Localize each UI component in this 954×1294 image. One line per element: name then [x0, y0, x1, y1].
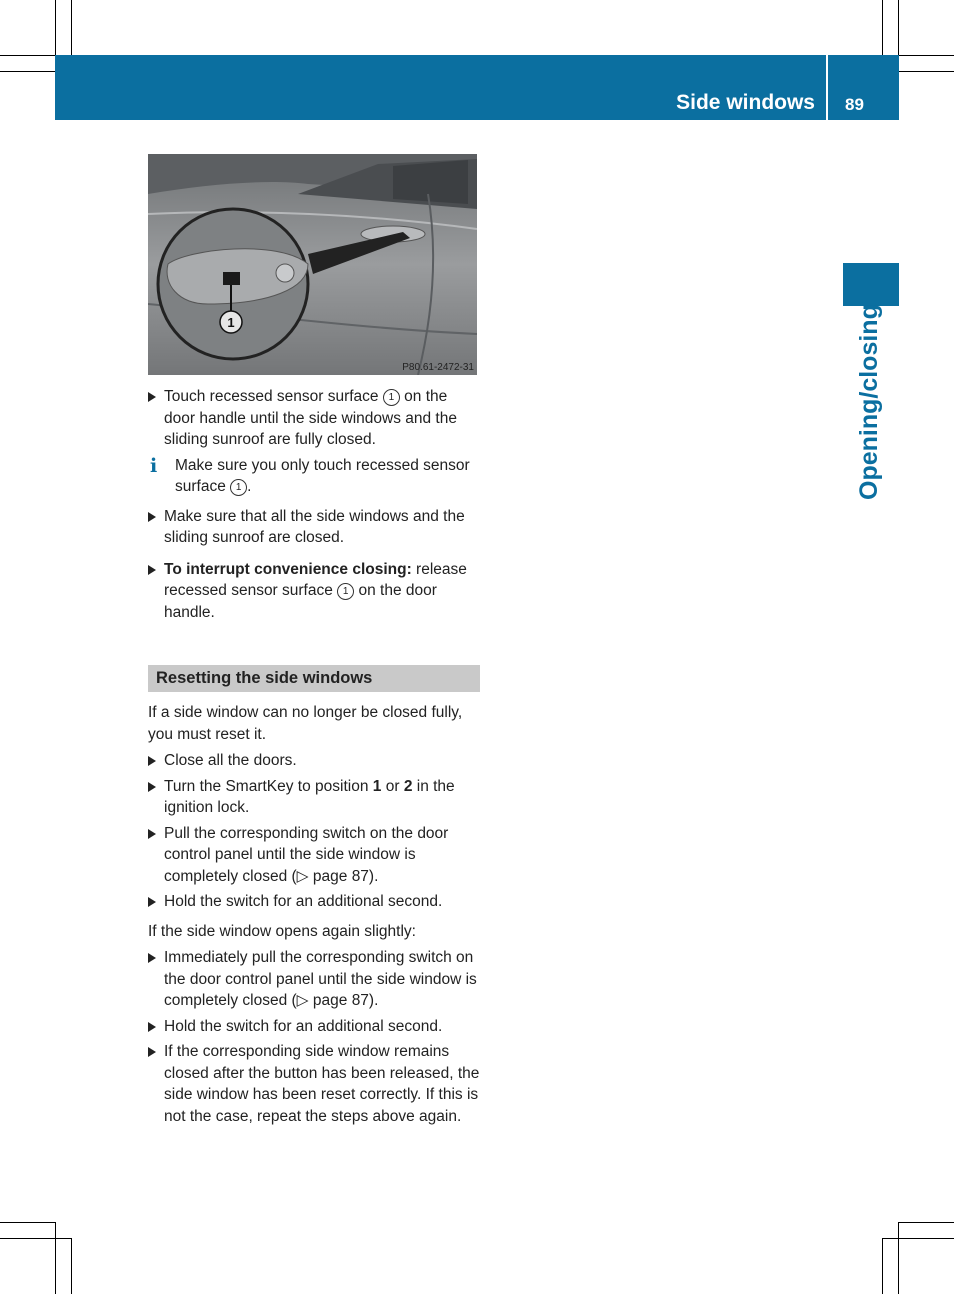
crop-mark	[0, 55, 56, 56]
crop-mark	[898, 55, 954, 56]
step-interrupt: To interrupt convenience closing: release recessed sensor surface 1 on the door handle.	[148, 559, 480, 624]
condition-text: If the side window opens again slightly:	[148, 922, 416, 940]
crop-mark	[898, 1222, 954, 1223]
page-header	[55, 55, 899, 120]
section-title: Side windows	[676, 91, 815, 114]
step-hold-switch: Hold the switch for an additional second.	[148, 891, 480, 913]
bullet-triangle-icon	[148, 1047, 156, 1057]
crop-mark	[0, 1222, 56, 1223]
bullet-triangle-icon	[148, 756, 156, 766]
car-door-image	[148, 154, 477, 375]
door-handle-illustration	[148, 154, 477, 375]
chapter-label: Opening/closing	[855, 304, 883, 500]
crop-mark	[882, 0, 883, 56]
step-hold-again: Hold the switch for an additional second.	[148, 1016, 480, 1038]
crop-mark	[55, 1223, 56, 1294]
page-ref-link[interactable]: page 87).	[308, 992, 379, 1009]
info-icon: i	[150, 454, 158, 477]
step-touch-sensor: Touch recessed sensor surface 1 on the door handle until the side windows and the sliding sunroof are fully closed.	[148, 386, 480, 451]
crop-mark	[882, 1239, 883, 1294]
step-pull-again: Immediately pull the corresponding switch on the door control panel until the side window is completely closed (▷ page 87).	[148, 947, 480, 1012]
reference-number-icon: 1	[337, 583, 354, 600]
page-number: 89	[845, 95, 864, 114]
step-close-doors: Close all the doors.	[148, 750, 480, 772]
chapter-tab	[843, 263, 899, 306]
section-intro: If a side window can no longer be closed fully, you must reset it.	[148, 704, 463, 743]
step-smartkey: Turn the SmartKey to position 1 or 2 in the ignition lock.	[148, 776, 480, 819]
page-ref-link[interactable]: page 87).	[308, 867, 379, 885]
crop-mark	[55, 0, 56, 56]
bullet-triangle-icon	[148, 897, 156, 907]
crop-mark	[0, 71, 56, 72]
crop-mark	[898, 71, 954, 72]
bullet-triangle-icon	[148, 782, 156, 792]
section-heading: Resetting the side windows	[148, 665, 480, 692]
step-verify-reset: If the corresponding side window remains closed after the button has been released, the side window has been reset correctly. If this is not the case, repeat the steps above again.	[148, 1041, 480, 1127]
crop-mark	[882, 1238, 954, 1239]
crop-mark	[898, 0, 899, 56]
bullet-triangle-icon	[148, 829, 156, 839]
crop-mark	[71, 1239, 72, 1294]
crop-mark	[898, 1223, 899, 1294]
reference-number-icon: 1	[230, 479, 247, 496]
step-check-closed: Make sure that all the side windows and the sliding sunroof are closed.	[148, 506, 480, 549]
content-column	[148, 386, 480, 1131]
bullet-triangle-icon	[148, 953, 156, 963]
step-pull-switch: Pull the corresponding switch on the door control panel until the side window is completely closed (▷ page 87).	[148, 823, 480, 888]
bullet-triangle-icon	[148, 565, 156, 575]
page-ref-arrow-icon: ▷	[296, 992, 309, 1009]
info-note: i Make sure you only touch recessed sensor surface 1 .	[150, 454, 470, 495]
header-divider	[826, 55, 828, 120]
bullet-triangle-icon	[148, 512, 156, 522]
page-ref-arrow-icon: ▷	[296, 867, 309, 885]
crop-mark	[71, 0, 72, 56]
figure-code: P80.61-2472-31	[402, 362, 474, 373]
callout-number: 1	[227, 315, 235, 330]
crop-mark	[0, 1238, 72, 1239]
bullet-triangle-icon	[148, 1022, 156, 1032]
reference-number-icon: 1	[383, 389, 400, 406]
bullet-triangle-icon	[148, 392, 156, 402]
